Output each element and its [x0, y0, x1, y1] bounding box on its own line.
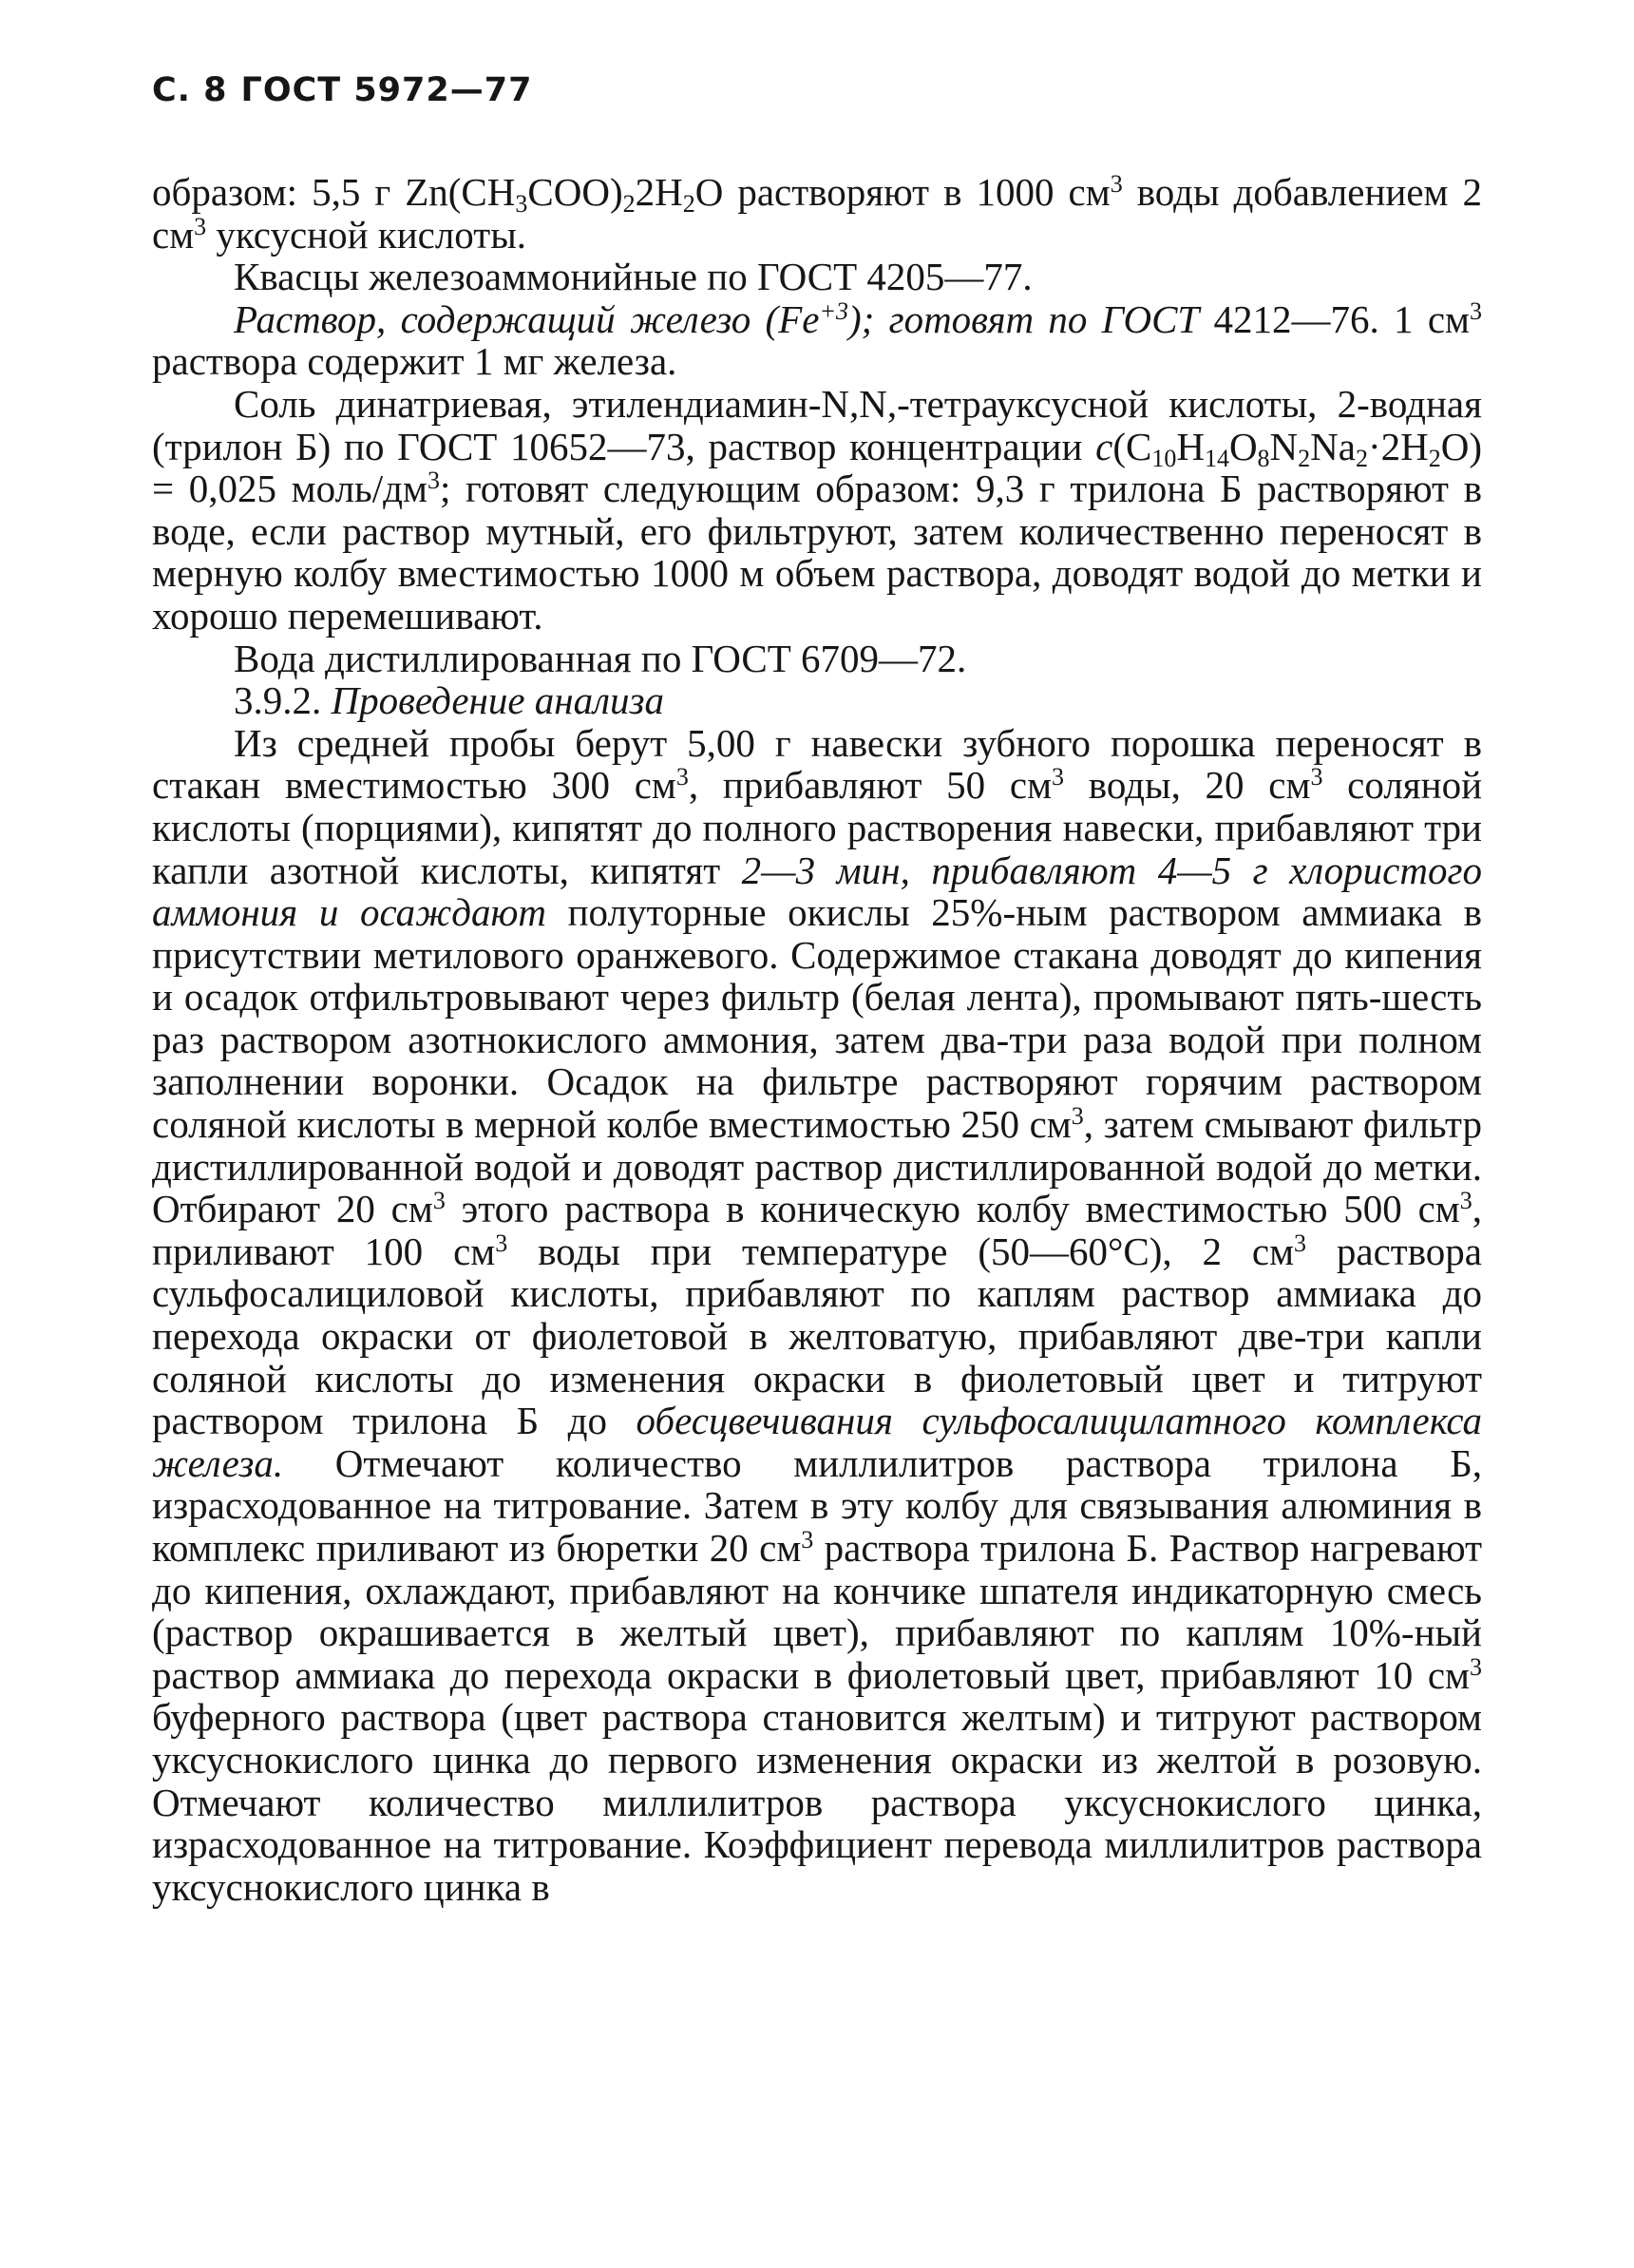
- subscript: 8: [1257, 444, 1270, 472]
- text-run: 4212—76. 1 см: [1199, 296, 1470, 341]
- superscript: 3: [801, 1526, 814, 1553]
- subscript: 2: [622, 190, 636, 218]
- paragraph-trilon: [152, 383, 1482, 638]
- superscript: +3: [819, 296, 848, 325]
- standard-code: ГОСТ 5972—77: [240, 71, 533, 109]
- text-run: воды добавлением 2 см: [152, 170, 1482, 257]
- superscript: 3: [427, 467, 440, 495]
- paragraph-zinc-acetate: [152, 171, 1482, 256]
- subscript: 2: [682, 190, 695, 218]
- text-run: Na: [1310, 424, 1356, 468]
- paragraph-iron-solution: [152, 298, 1482, 383]
- superscript: 3: [495, 1229, 508, 1257]
- subscript: 10: [1151, 444, 1177, 472]
- text-run: обесцвечивания сульфосалицилатного комплекса железа.: [152, 1399, 1482, 1485]
- text-run: N: [1269, 424, 1299, 468]
- text-run: O) = 0,025 моль/дм: [152, 424, 1482, 511]
- text-run: H: [1176, 424, 1205, 468]
- superscript: 3: [194, 212, 207, 240]
- text-run: Соль динатриевая, этилендиамин-N,N,-тетрауксусной кислоты, 2-водная (трилон Б) по ГОСТ 10652—73, раствор концентрации: [152, 381, 1482, 468]
- superscript: 3: [675, 763, 689, 791]
- text-run: этого раствора в коническую колбу вместимостью 500 см: [445, 1187, 1460, 1231]
- text-run: уксусной кислоты.: [206, 212, 526, 257]
- text-run: буферного раствора (цвет раствора становится желтым) и титруют раствором уксуснокислого цинка до первого изменения окраски из желтой в розовую. Отмечают количество миллилитров раствора уксуснокислого цинка, израсходованное на титрование. Коэффициент перевода миллилитров раствора уксуснокислого цинка в: [152, 1695, 1482, 1909]
- subscript: 2: [1428, 444, 1441, 472]
- subscript: 3: [515, 190, 528, 218]
- subscript: 2: [1355, 444, 1368, 472]
- superscript: 3: [1110, 170, 1123, 198]
- text-run: 2—3 мин, прибавляют 4—5 г хлористого аммония и осаждают: [152, 848, 1482, 935]
- text-run: соляной кислоты (порциями), кипятят до полного растворения навески, прибавляют три капли азотной кислоты, кипятят: [152, 763, 1483, 892]
- text-run: раствора сульфосалициловой кислоты, прибавляют по каплям раствор аммиака до перехода окраски от фиолетовой в желтоватую, прибавляют две-три капли соляной кислоты до изменения окраски в фиолетовый цвет и титруют раствором трилона Б до: [152, 1229, 1482, 1443]
- superscript: 3: [1052, 763, 1065, 791]
- text-run: раствора содержит 1 мг железа.: [152, 339, 677, 384]
- paragraph-alum: Квасцы железоаммонийные по ГОСТ 4205—77.: [234, 255, 1033, 299]
- superscript: 3: [432, 1187, 446, 1215]
- subscript: 14: [1204, 444, 1229, 472]
- text-run: , прибавляют 50 см: [688, 763, 1053, 808]
- document-page: [152, 67, 1482, 1908]
- text-run: c: [1095, 424, 1113, 468]
- superscript: 3: [1310, 763, 1323, 791]
- page-header: [152, 67, 1482, 124]
- text-run: Из средней пробы берут 5,00 г навески зубного порошка переносят в стакан вместимостью 300 см: [152, 720, 1482, 808]
- superscript: 3: [1470, 1652, 1482, 1681]
- text-run: , затем смывают фильтр дистиллированной водой и доводят раствор дистиллированной водой до метки. Отбирают 20 см: [152, 1102, 1482, 1231]
- text-run: ); готовят по ГОСТ: [847, 296, 1200, 341]
- text-run: ; готовят следующим образом: 9,3 г трилона Б растворяют в воде, если раствор мутный, его фильтруют, затем количественно переносят в мерную колбу вместимостью 1000 м объем раствора, доводят водой до метки и хорошо перемешивают.: [152, 467, 1482, 638]
- superscript: 3: [1071, 1102, 1084, 1131]
- section-title: Проведение анализа: [331, 678, 665, 723]
- text-run: (C: [1112, 424, 1152, 468]
- text-run: O: [1228, 424, 1258, 468]
- text-run: воды, 20 см: [1064, 763, 1311, 808]
- paragraph-water: Вода дистиллированная по ГОСТ 6709—72.: [234, 636, 967, 680]
- superscript: 3: [1294, 1229, 1307, 1257]
- text-run: O растворяют в 1000 см: [694, 170, 1111, 214]
- text-run: COO): [527, 170, 623, 214]
- paragraph-procedure: [152, 722, 1482, 1909]
- section-number: 3.9.2.: [234, 678, 332, 723]
- text-run: , приливают 100 см: [152, 1187, 1482, 1273]
- text-run: Раствор, содержащий железо (Fe: [234, 296, 820, 341]
- text-run: полуторные окислы 25%-ным раствором аммиака в присутствии метилового оранжевого. Содержимое стакана доводят до кипения и осадок отфильтровывают через фильтр (белая лента), промывают пять-шесть раз раствором азотнокислого аммония, затем два-три раза водой при полном заполнении воронки. Осадок на фильтре растворяют горячим раствором соляной кислоты в мерной колбе вместимостью 250 см: [152, 890, 1482, 1147]
- text-run: 2H: [635, 170, 683, 214]
- text-run: образом: 5,5 г Zn(CH: [152, 170, 516, 214]
- subscript: 2: [1298, 444, 1311, 472]
- text-run: Отмечают количество миллилитров раствора трилона Б, израсходованное на титрование. Затем в эту колбу для связывания алюминия в комплекс приливают из бюретки 20 см: [152, 1440, 1482, 1570]
- text-run: ·2H: [1367, 424, 1429, 468]
- section-heading: [152, 679, 1482, 722]
- page-number: С. 8: [152, 71, 228, 109]
- superscript: 3: [1459, 1187, 1472, 1215]
- superscript: 3: [1470, 296, 1482, 325]
- text-run: воды при температуре (50—60°С), 2 см: [507, 1229, 1295, 1273]
- text-run: раствора трилона Б. Раствор нагревают до кипения, охлаждают, прибавляют на кончике шпателя индикаторную смесь (раствор окрашивается в желтый цвет), прибавляют по каплям 10%-ный раствор аммиака до перехода окраски в фиолетовый цвет, прибавляют 10 см: [152, 1526, 1482, 1697]
